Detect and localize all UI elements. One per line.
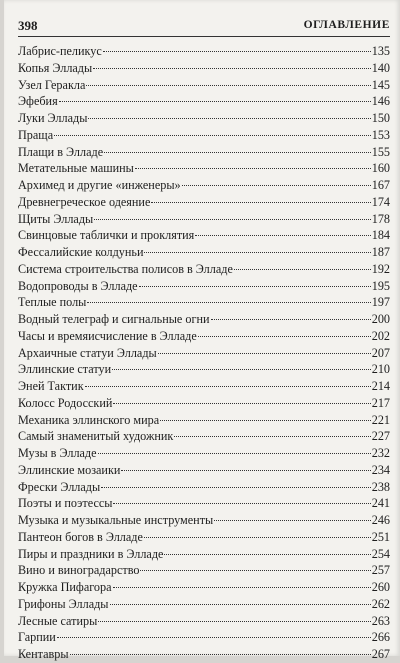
toc-entry (18, 93, 390, 110)
dot-leader (85, 386, 371, 387)
toc-entry-page: 167 (371, 178, 390, 192)
toc-entry-page: 217 (371, 395, 390, 410)
toc-entry (18, 613, 390, 630)
toc-entry-title: Кружка Пифагора (18, 580, 112, 594)
toc-entry (18, 529, 390, 546)
toc-entry-page: 187 (371, 245, 390, 259)
toc-entry-page: 251 (371, 529, 390, 544)
toc-entry (18, 127, 390, 144)
toc-entry-page: 200 (371, 312, 390, 326)
toc-entry (18, 361, 390, 378)
toc-entry-page: 238 (371, 479, 390, 494)
toc-entry-page: 234 (371, 462, 390, 477)
dot-leader (93, 68, 371, 69)
toc-entry (18, 43, 390, 60)
toc-entry (18, 546, 390, 563)
toc-entry-title: Кентавры (18, 647, 69, 661)
dot-leader (160, 420, 371, 421)
toc-entry-title: Узел Геракла (18, 77, 86, 92)
dot-leader (113, 403, 370, 404)
toc-entry-title: Праща (18, 127, 54, 142)
toc-entry-page: 174 (371, 194, 390, 209)
dot-leader (234, 269, 371, 270)
toc-entry-page: 146 (371, 94, 390, 109)
toc-entry-page: 267 (371, 647, 390, 661)
toc-entry (18, 311, 390, 328)
toc-entry-title: Копья Эллады (18, 60, 93, 75)
toc-entry-page: 262 (371, 596, 390, 611)
toc-entry-page: 184 (371, 228, 390, 243)
dot-leader (113, 587, 371, 588)
dot-leader (135, 168, 371, 169)
toc-entry-page: 221 (371, 412, 390, 427)
toc-entry (18, 512, 390, 529)
toc-entry (18, 345, 390, 362)
dot-leader (104, 152, 371, 153)
dot-leader (144, 537, 371, 538)
toc-entry-page: 140 (371, 60, 390, 75)
toc-entry (18, 110, 390, 127)
toc-entry-title: Пиры и праздники в Элладе (18, 546, 164, 561)
toc-entry-title: Луки Эллады (18, 111, 88, 125)
toc-entry-title: Фессалийские колдуньи (18, 245, 144, 259)
toc-entry-title: Музы в Элладе (18, 446, 97, 460)
dot-leader (112, 369, 371, 370)
toc-entry-title: Щиты Эллады (18, 211, 94, 226)
dot-leader (198, 336, 371, 337)
toc-entry (18, 462, 390, 479)
dot-leader (87, 302, 370, 303)
dot-leader (57, 637, 371, 638)
dot-leader (151, 202, 370, 203)
toc-entry-page: 135 (371, 44, 390, 58)
toc-entry (18, 328, 390, 345)
toc-entry-title: Эллинские мозаики (18, 462, 121, 477)
toc-entry-page: 197 (371, 295, 390, 310)
toc-entry-page: 257 (371, 563, 390, 578)
toc-entry-title: Эфебия (18, 94, 58, 109)
section-title: ОГЛАВЛЕНИЕ (303, 19, 390, 31)
dot-leader (195, 235, 370, 236)
dot-leader (140, 570, 370, 571)
dot-leader (121, 470, 370, 471)
toc-entry (18, 596, 390, 613)
toc-entry-title: Грифоны Эллады (18, 596, 109, 611)
dot-leader (103, 51, 371, 52)
dot-leader (98, 453, 371, 454)
dot-leader (211, 319, 371, 320)
toc-entry-title: Лабрис-пеликус (18, 44, 102, 58)
dot-leader (98, 621, 370, 622)
toc-entry-title: Гарпии (18, 630, 56, 645)
toc-entry-title: Лесные сатиры (18, 613, 98, 628)
toc-entry (18, 629, 390, 646)
toc-entry-page: 207 (371, 345, 390, 360)
dot-leader (101, 487, 371, 488)
toc-entry (18, 395, 390, 412)
toc-entry-title: Механика эллинского мира (18, 412, 160, 427)
toc-entry-page: 155 (371, 144, 390, 159)
toc-entry-title: Древнегреческое одеяние (18, 194, 151, 209)
toc-entry-title: Эней Тактик (18, 379, 84, 393)
page-number: 398 (18, 18, 38, 33)
toc-entry (18, 77, 390, 94)
toc-entry (18, 144, 390, 161)
toc-entry-page: 202 (371, 328, 390, 343)
toc-entry-page: 227 (371, 429, 390, 444)
toc-entry-page: 214 (371, 379, 390, 393)
dot-leader (86, 85, 370, 86)
dot-leader (94, 219, 370, 220)
toc-entry-title: Часы и времяисчисление в Элладе (18, 328, 197, 343)
toc-entry-title: Метательные машины (18, 161, 134, 176)
toc-entry-page: 195 (371, 278, 390, 293)
toc-entry (18, 428, 390, 445)
toc-entry (18, 211, 390, 228)
toc-entry-page: 232 (371, 446, 390, 460)
dot-leader (113, 503, 370, 504)
toc-entry-title: Поэты и поэтессы (18, 496, 113, 511)
toc-entry-page: 160 (371, 161, 390, 176)
toc-entry-title: Фрески Эллады (18, 479, 101, 494)
toc-entry-page: 145 (371, 77, 390, 92)
toc-entry (18, 562, 390, 579)
toc-entry-title: Система строительства полисов в Элладе (18, 261, 233, 276)
toc-entry-page: 263 (371, 613, 390, 628)
toc-entry (18, 445, 390, 462)
table-of-contents (18, 43, 390, 663)
toc-entry-title: Вино и виноградарство (18, 563, 140, 578)
toc-entry-title: Колосс Родосский (18, 395, 113, 410)
dot-leader (54, 135, 371, 136)
toc-entry (18, 227, 390, 244)
toc-entry (18, 495, 390, 512)
toc-entry (18, 294, 390, 311)
dot-leader (174, 436, 370, 437)
dot-leader (70, 654, 371, 655)
toc-entry-title: Пантеон богов в Элладе (18, 529, 143, 544)
dot-leader (182, 185, 371, 186)
toc-entry (18, 579, 390, 596)
toc-entry (18, 378, 390, 395)
toc-entry-title: Музыка и музыкальные инструменты (18, 513, 214, 527)
dot-leader (139, 286, 371, 287)
toc-entry (18, 194, 390, 211)
toc-entry-page: 266 (371, 630, 390, 645)
toc-entry (18, 177, 390, 194)
dot-leader (88, 118, 370, 119)
toc-entry-title: Эллинские статуи (18, 362, 112, 377)
toc-entry-page: 241 (371, 496, 390, 511)
toc-entry (18, 244, 390, 261)
toc-entry (18, 278, 390, 295)
toc-entry-title: Теплые полы (18, 295, 87, 310)
dot-leader (144, 252, 370, 253)
toc-entry-page: 210 (371, 362, 390, 377)
toc-entry-title: Самый знаменитый художник (18, 429, 174, 444)
toc-entry-page: 260 (371, 580, 390, 594)
dot-leader (158, 353, 371, 354)
toc-entry (18, 60, 390, 77)
dot-leader (164, 554, 370, 555)
toc-entry-page: 254 (371, 546, 390, 561)
dot-leader (59, 101, 371, 102)
toc-entry-page: 150 (371, 111, 390, 125)
toc-entry-title: Водопроводы в Элладе (18, 278, 138, 293)
toc-entry-title: Водный телеграф и сигнальные огни (18, 312, 210, 326)
toc-entry-page: 178 (371, 211, 390, 226)
toc-entry (18, 160, 390, 177)
book-page (4, 0, 400, 661)
toc-entry-title: Архаичные статуи Эллады (18, 345, 157, 360)
toc-entry (18, 412, 390, 429)
toc-entry-title: Свинцовые таблички и проклятия (18, 228, 195, 243)
toc-entry-page: 192 (371, 261, 390, 276)
toc-entry (18, 646, 390, 663)
page-header (18, 16, 390, 37)
toc-entry-title: Плащи в Элладе (18, 144, 104, 159)
toc-entry (18, 261, 390, 278)
toc-entry-page: 246 (371, 513, 390, 527)
toc-entry (18, 479, 390, 496)
toc-entry-page: 153 (371, 127, 390, 142)
toc-entry-title: Архимед и другие «инженеры» (18, 178, 181, 192)
dot-leader (110, 604, 371, 605)
dot-leader (214, 520, 371, 521)
